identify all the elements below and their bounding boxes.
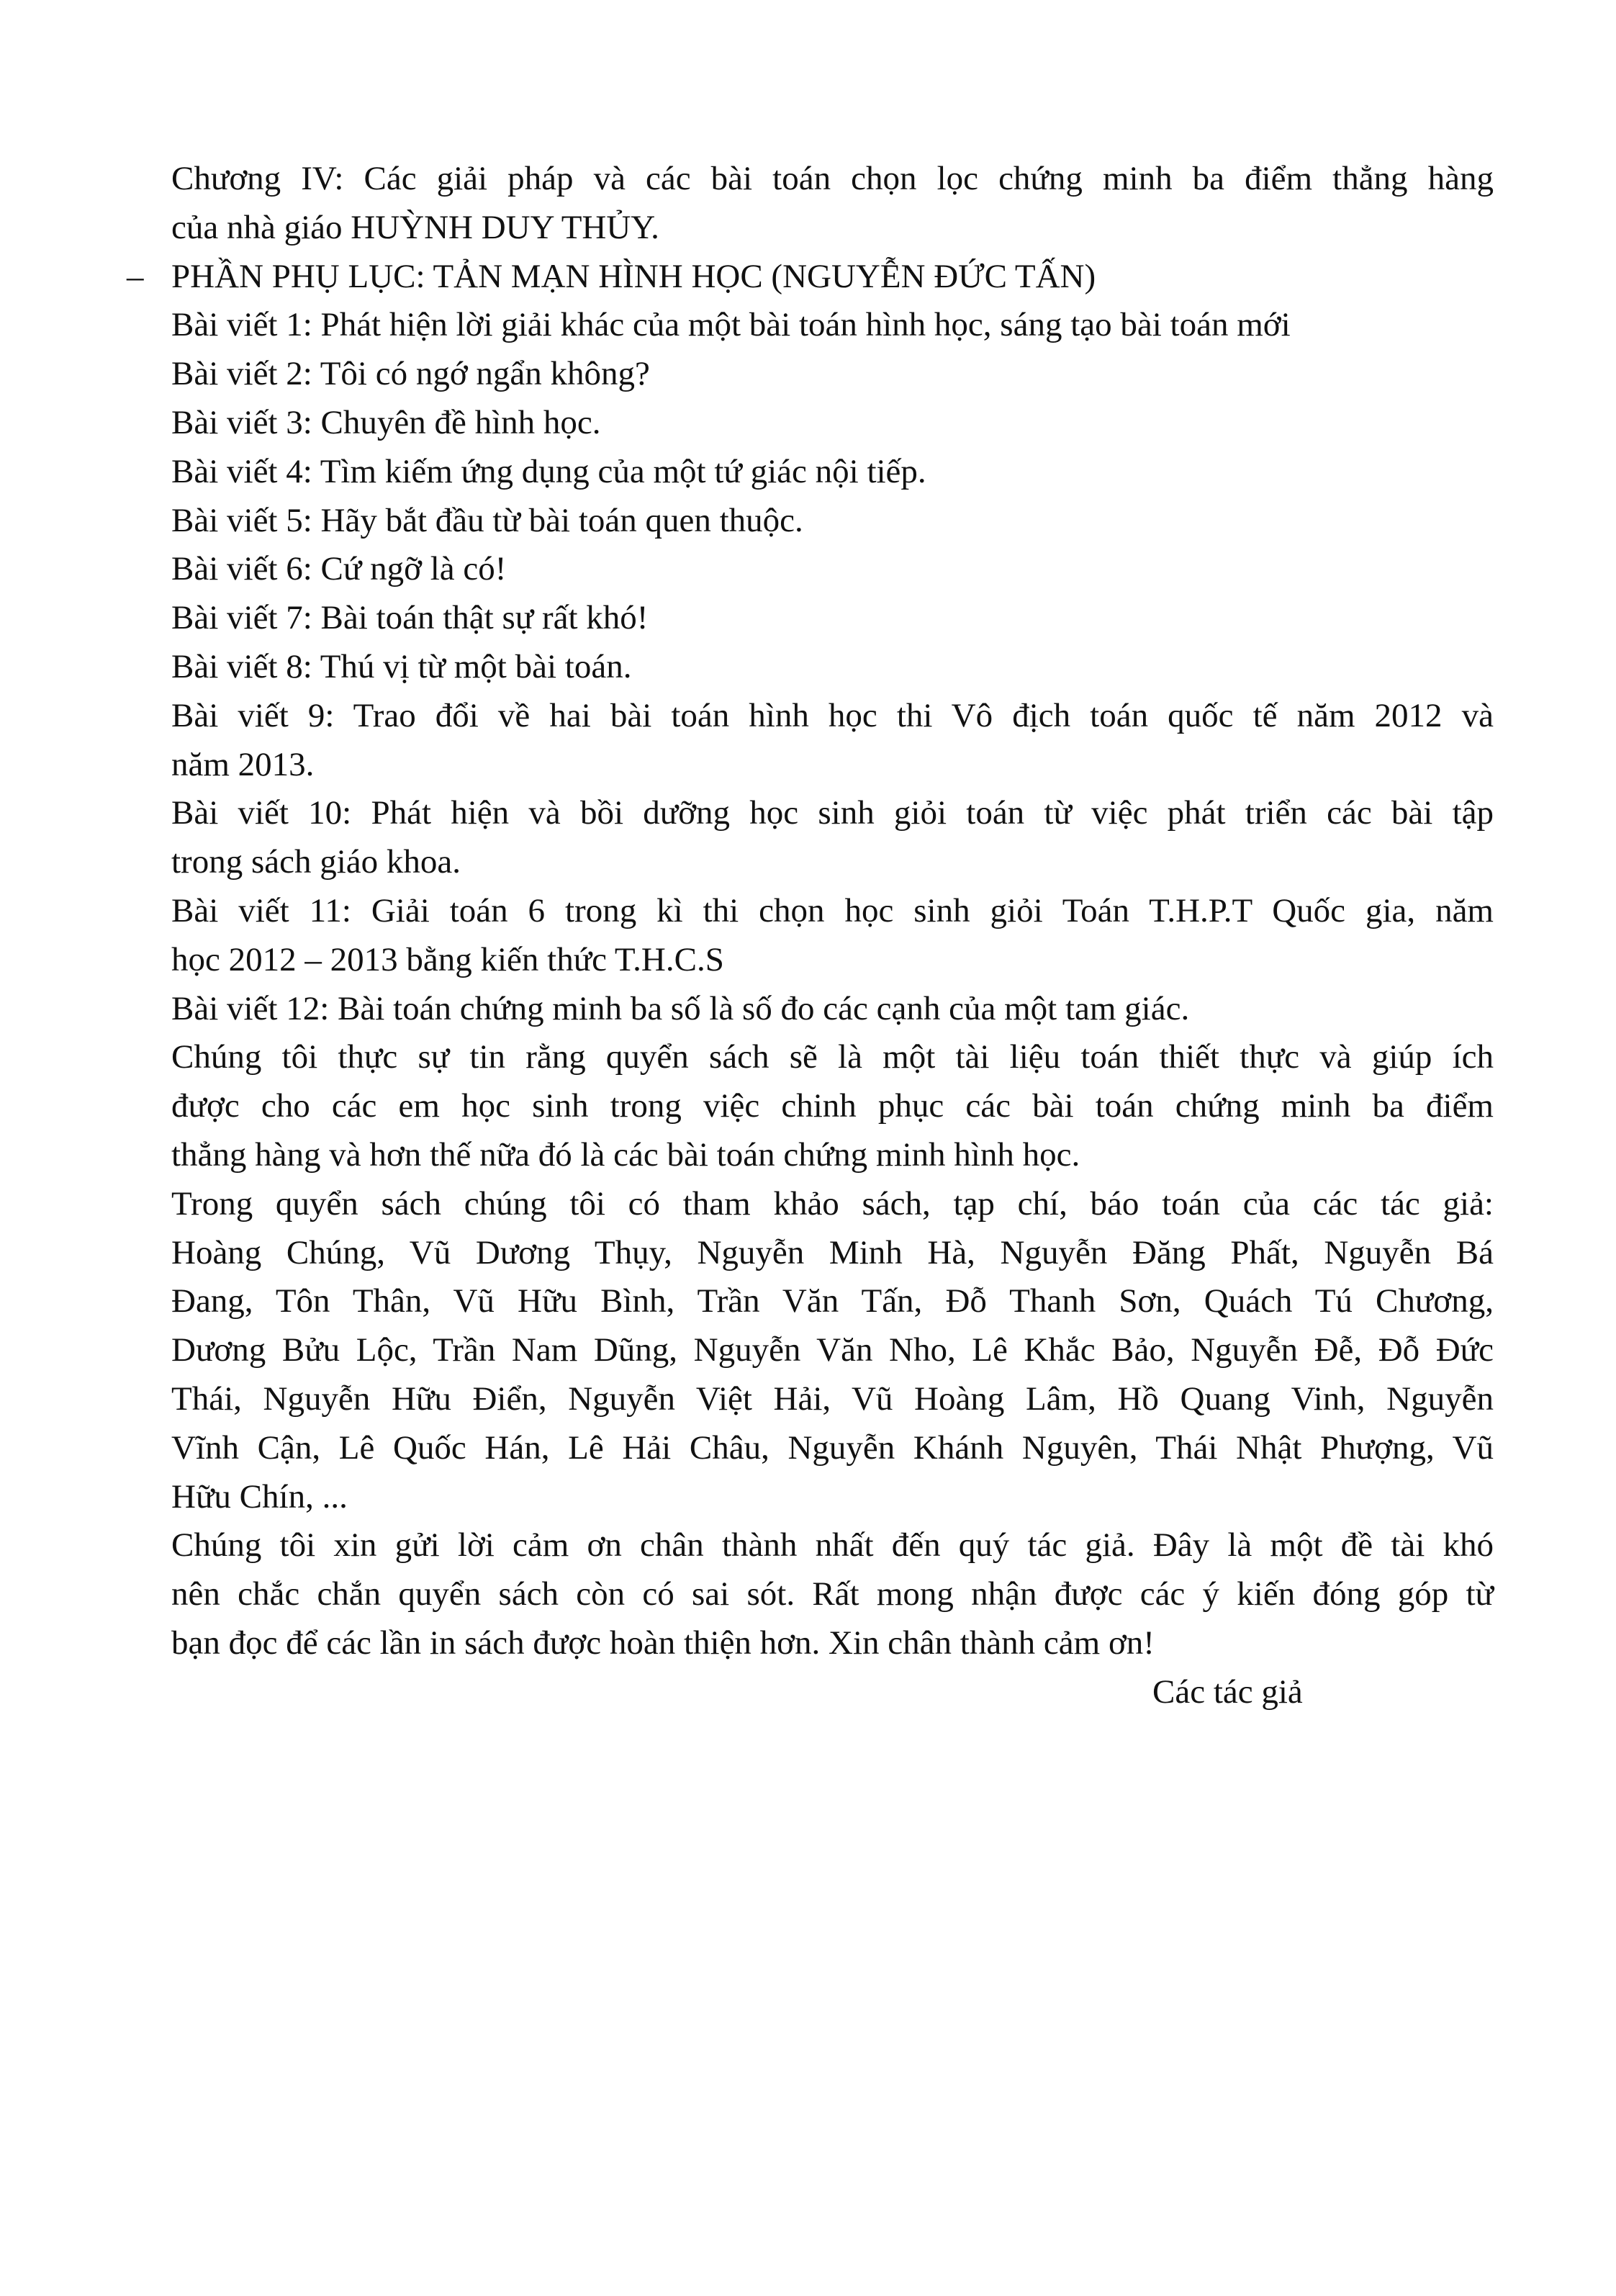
text-line-content: học 2012 – 2013 bằng kiến thức T.H.C.S <box>171 940 724 978</box>
text-line-content: Bài viết 10: Phát hiện và bồi dưỡng học sinh giỏi toán từ việc phát triển các bài tập <box>171 794 1494 832</box>
text-line-content: trong sách giáo khoa. <box>171 843 461 881</box>
text-line-content: Hữu Chín, ... <box>171 1477 348 1516</box>
text-line-content: Vĩnh Cận, Lê Quốc Hán, Lê Hải Châu, Nguyễn Khánh Nguyên, Thái Nhật Phượng, Vũ <box>171 1428 1494 1467</box>
text-line-content: Bài viết 4: Tìm kiếm ứng dụng của một tứ giác nội tiếp. <box>171 452 926 490</box>
text-line-content: Bài viết 7: Bài toán thật sự rất khó! <box>171 599 649 637</box>
text-line <box>171 1131 1494 1180</box>
text-line-content: PHẦN PHỤ LỤC: TẢN MẠN HÌNH HỌC (NGUYỄN ĐỨC TẤN) <box>171 257 1096 295</box>
text-line <box>171 545 1494 594</box>
list-bullet-dash: – <box>127 257 144 295</box>
text-line <box>171 1033 1494 1082</box>
text-line-content: được cho các em học sinh trong việc chinh phục các bài toán chứng minh ba điểm <box>171 1087 1494 1125</box>
text-line <box>171 1521 1494 1570</box>
text-line-content: Chúng tôi xin gửi lời cảm ơn chân thành nhất đến quý tác giả. Đây là một đề tài khó <box>171 1526 1494 1565</box>
text-line-content: Bài viết 2: Tôi có ngớ ngẩn không? <box>171 355 650 393</box>
text-line <box>171 1570 1494 1619</box>
text-line <box>171 1473 1494 1522</box>
text-line-content: Chúng tôi thực sự tin rằng quyển sách sẽ là một tài liệu toán thiết thực và giúp ích <box>171 1038 1494 1076</box>
signature: Các tác giả <box>1152 1673 1303 1711</box>
text-line-content: Bài viết 3: Chuyên đề hình học. <box>171 403 601 441</box>
text-line <box>171 1082 1494 1131</box>
text-line-content: Hoàng Chúng, Vũ Dương Thụy, Nguyễn Minh Hà, Nguyễn Đăng Phất, Nguyễn Bá <box>171 1233 1494 1271</box>
text-line <box>171 497 1494 546</box>
text-line-content: nên chắc chắn quyển sách còn có sai sót. Rất mong nhận được các ý kiến đóng góp từ <box>171 1575 1494 1613</box>
text-line <box>171 936 1494 985</box>
text-line-content: Bài viết 1: Phát hiện lời giải khác của một bài toán hình học, sáng tạo bài toán mới <box>171 306 1291 344</box>
text-line <box>171 1424 1494 1473</box>
text-line <box>171 301 1494 350</box>
text-line-content: thẳng hàng và hơn thế nữa đó là các bài toán chứng minh hình học. <box>171 1135 1080 1174</box>
text-line <box>171 448 1494 497</box>
text-line <box>171 1180 1494 1229</box>
text-line <box>171 985 1494 1034</box>
text-line-content: Đang, Tôn Thân, Vũ Hữu Bình, Trần Văn Tấn, Đỗ Thanh Sơn, Quách Tú Chương, <box>171 1282 1494 1320</box>
text-line <box>171 350 1494 399</box>
text-line-content: năm 2013. <box>171 745 315 783</box>
text-line <box>171 204 1494 253</box>
text-line-content: của nhà giáo HUỲNH DUY THỦY. <box>171 208 659 246</box>
text-line-content: Bài viết 11: Giải toán 6 trong kì thi chọn học sinh giỏi Toán T.H.P.T Quốc gia, năm <box>171 891 1494 929</box>
text-line <box>171 838 1494 887</box>
text-line <box>171 1277 1494 1326</box>
text-line <box>171 741 1494 790</box>
text-line-content: Bài viết 8: Thú vị từ một bài toán. <box>171 647 632 685</box>
text-line-content: Bài viết 5: Hãy bắt đầu từ bài toán quen thuộc. <box>171 501 803 539</box>
text-line-content: Bài viết 6: Cứ ngỡ là có! <box>171 550 507 588</box>
text-line-content: Thái, Nguyễn Hữu Điển, Nguyễn Việt Hải, Vũ Hoàng Lâm, Hồ Quang Vinh, Nguyễn <box>171 1379 1494 1418</box>
text-line-content: Trong quyển sách chúng tôi có tham khảo sách, tạp chí, báo toán của các tác giả: <box>171 1184 1494 1223</box>
text-line <box>171 1229 1494 1278</box>
text-line <box>171 1375 1494 1424</box>
text-line-content: Bài viết 9: Trao đổi về hai bài toán hình học thi Vô địch toán quốc tế năm 2012 và <box>171 696 1494 734</box>
text-line <box>171 594 1494 643</box>
document-page <box>127 155 1494 1717</box>
text-line <box>171 643 1494 692</box>
text-line <box>171 155 1494 204</box>
text-line <box>171 887 1494 936</box>
text-line-content: Dương Bửu Lộc, Trần Nam Dũng, Nguyễn Văn Nho, Lê Khắc Bảo, Nguyễn Đễ, Đỗ Đức <box>171 1331 1494 1369</box>
text-line <box>171 1326 1494 1375</box>
text-line <box>171 692 1494 741</box>
text-line <box>127 253 1494 302</box>
text-line <box>171 1619 1494 1668</box>
text-line-content: bạn đọc để các lần in sách được hoàn thiện hơn. Xin chân thành cảm ơn! <box>171 1624 1155 1662</box>
text-line <box>171 789 1494 838</box>
text-line <box>171 399 1494 448</box>
text-line-content: Bài viết 12: Bài toán chứng minh ba số là số đo các cạnh của một tam giác. <box>171 989 1190 1027</box>
text-line-content: Chương IV: Các giải pháp và các bài toán chọn lọc chứng minh ba điểm thẳng hàng <box>171 160 1494 197</box>
